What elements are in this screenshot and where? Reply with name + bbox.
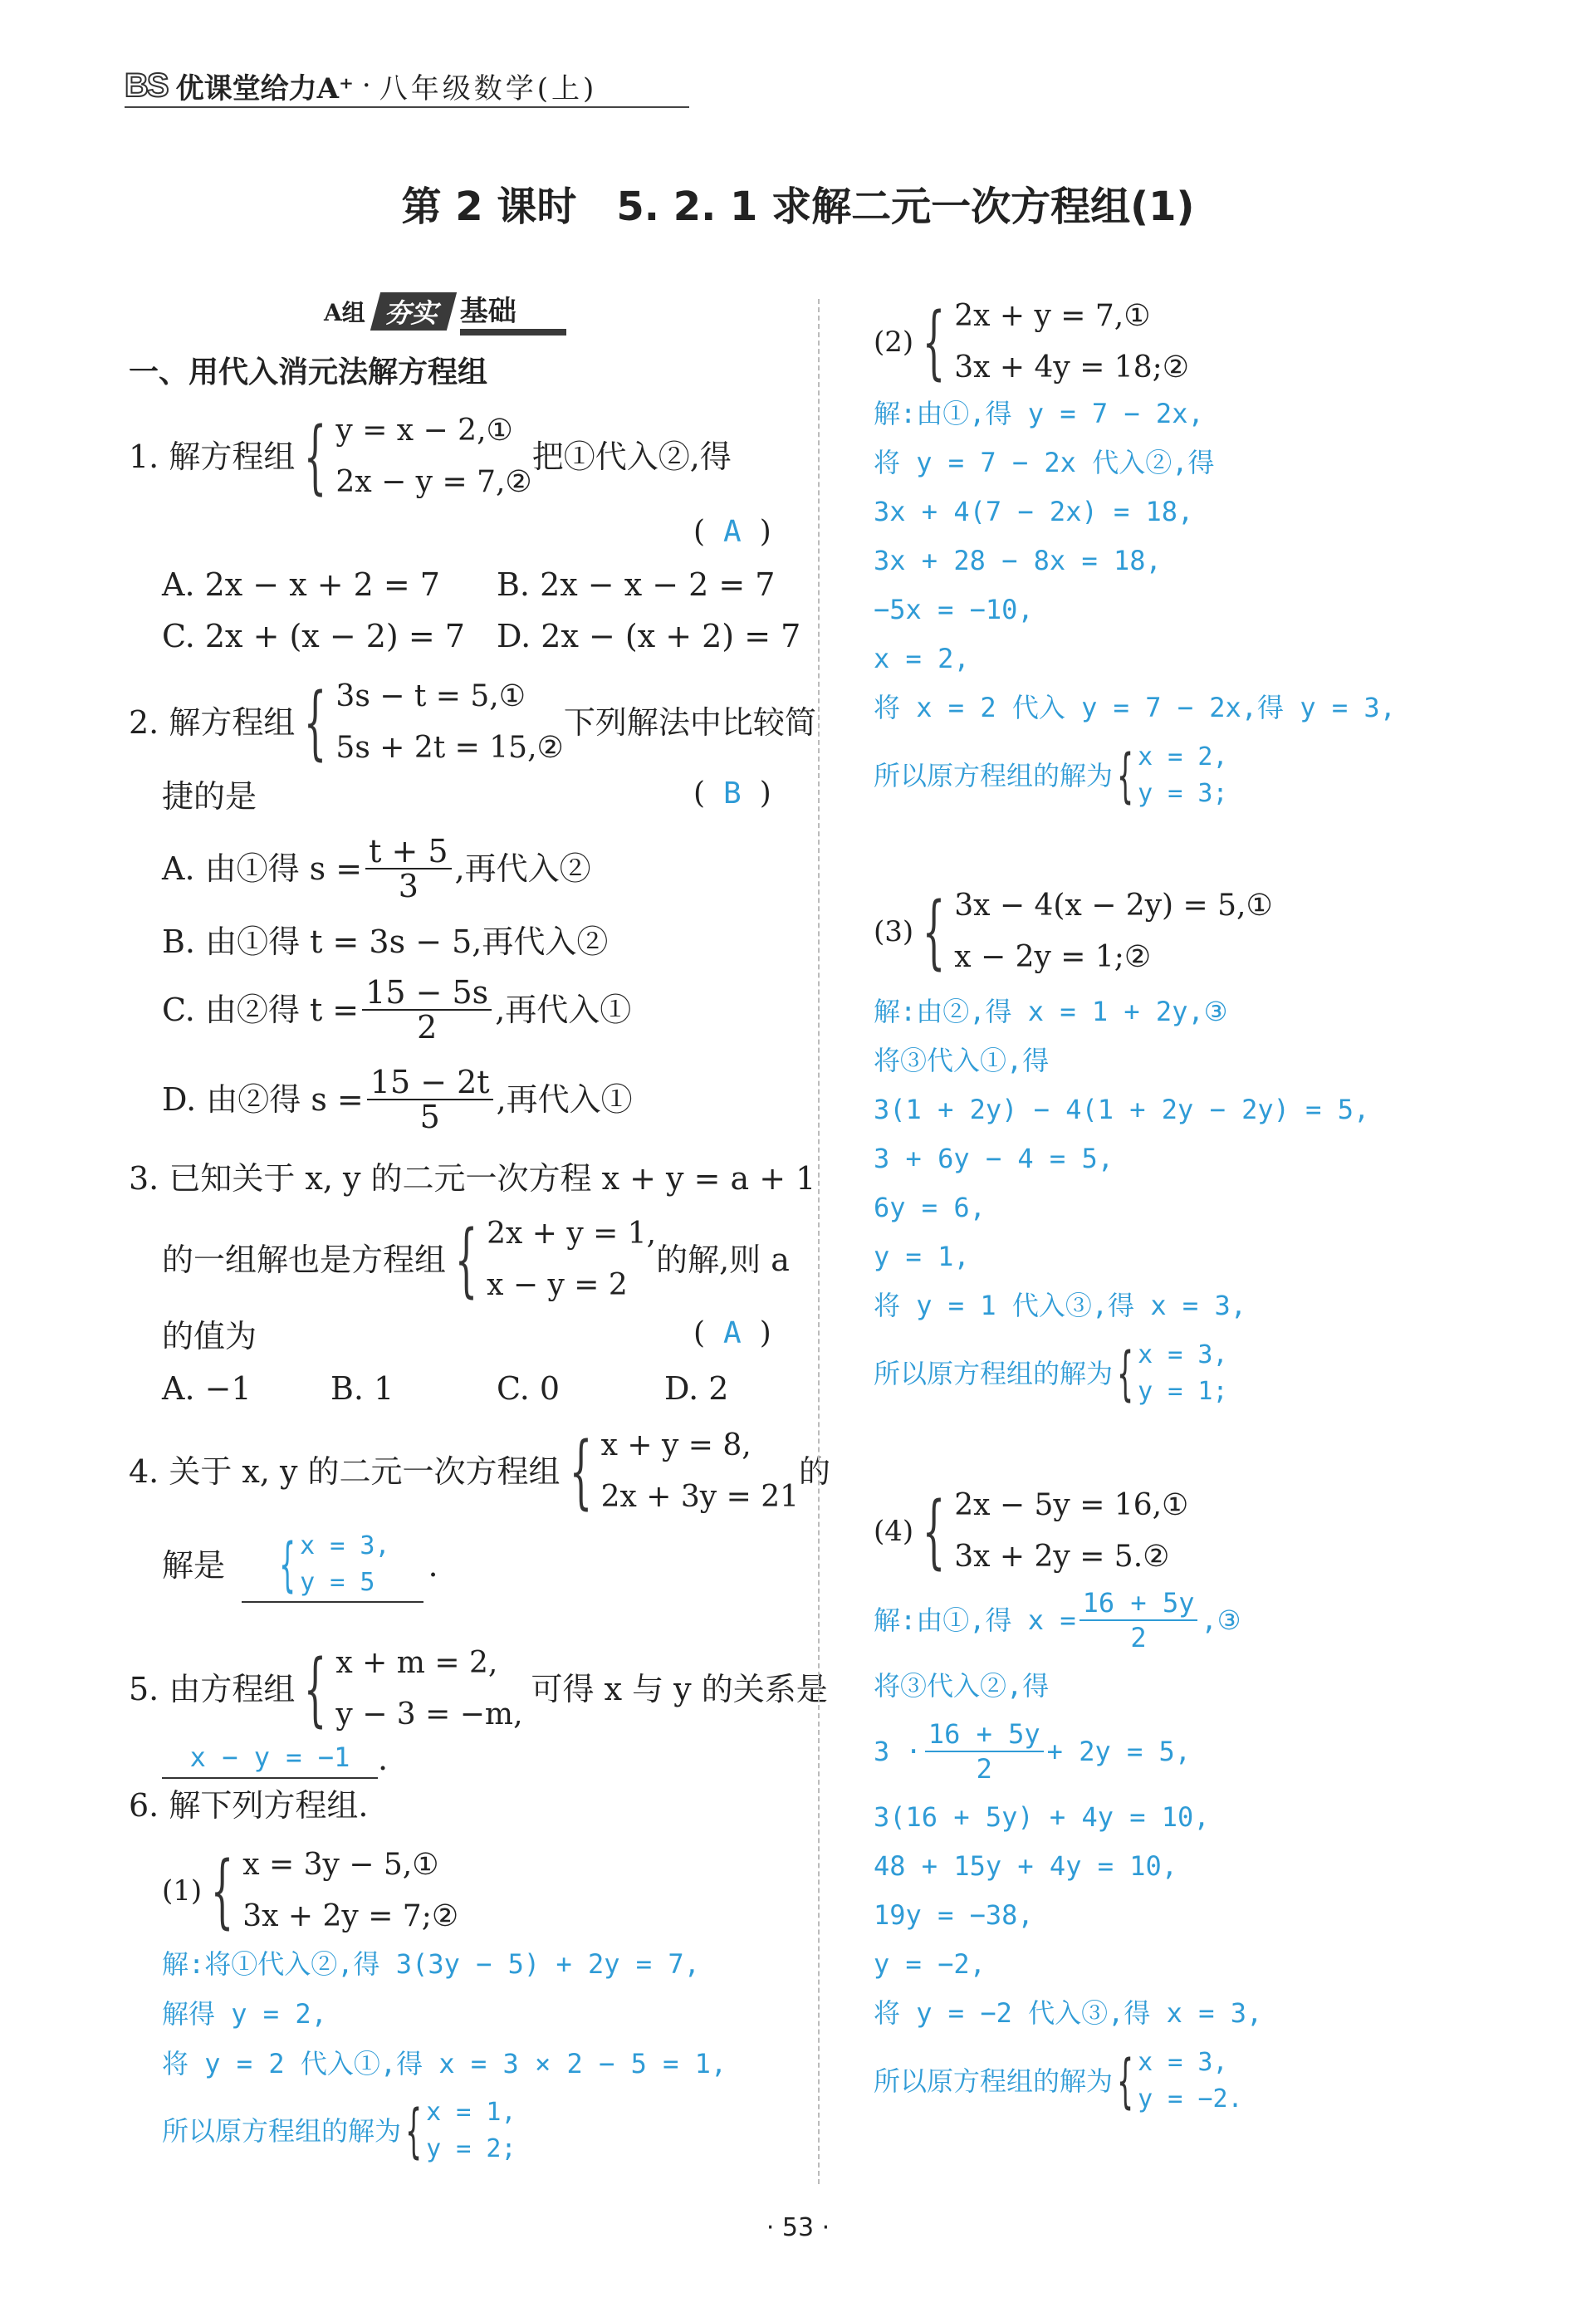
q6-p3-conclusion: 所以原方程组的解为 { x = 3, y = 1;	[874, 1340, 1228, 1408]
q6-p3-sol-1: 解:由②,得 x = 1 + 2y,③	[874, 996, 1228, 1027]
badge-tag: 夯实	[370, 292, 457, 331]
q3-option-a: A. −1	[162, 1370, 252, 1407]
q3-option-d: D. 2	[664, 1370, 729, 1407]
q6-p3-sol-4: 3 + 6y − 4 = 5,	[874, 1143, 1114, 1174]
question-5: 5. 由方程组 { x + m = 2, y − 3 = −m, 可得 x 与 y 的关系是	[129, 1643, 828, 1736]
q6-p4-sol-3: 3 · $\frac{16 + 5y}{2}$ + 2y = 5,	[874, 1718, 1192, 1785]
q2-stem-line2: 捷的是	[162, 778, 257, 815]
q6-p2-sol-6: x = 2,	[874, 643, 970, 674]
q3-line1: 3. 已知关于 x, y 的二元一次方程 x + y = a + 1	[129, 1160, 816, 1197]
question-2: 2. 解方程组 { 3s − t = 5,① 5s + 2t = 15,② 下列解法中比较简	[129, 671, 816, 774]
q2-answer: B	[723, 776, 742, 811]
header-rule	[125, 106, 689, 108]
q4-line2: 解是 { x = 3, y = 5 .	[162, 1528, 438, 1603]
badge-text: 基础	[460, 288, 566, 336]
q5-answer: x − y = −1	[189, 1741, 350, 1773]
q6-p2-sol-1: 解:由①,得 y = 7 − 2x,	[874, 398, 1204, 429]
q6-p2-sol-4: 3x + 28 − 8x = 18,	[874, 545, 1162, 576]
page-header	[125, 65, 597, 106]
q2-eq2: 5s + 2t = 15,②	[335, 731, 564, 765]
q1-stem: 1. 解方程组	[129, 438, 296, 475]
q3-option-c: C. 0	[497, 1370, 561, 1407]
q1-option-a: A. 2x − x + 2 = 7	[162, 566, 440, 603]
q2-option-b: B. 由①得 t = 3s − 5,再代入②	[162, 923, 609, 960]
q6-p2-sol-2: 将 y = 7 − 2x 代入②,得	[874, 447, 1215, 478]
q6-p4-sol-2: 将③代入②,得	[874, 1670, 1050, 1702]
q6-p4-sol-5: 48 + 15y + 4y = 10,	[874, 1850, 1178, 1882]
page-number: · 53 ·	[766, 2213, 830, 2242]
q6-p4-sol-7: y = −2,	[874, 1948, 986, 1980]
header-subject: 八年级数学(上)	[379, 71, 598, 105]
q1-answer-paren: ( A )	[693, 515, 771, 549]
q6-p4-sol-1: 解:由①,得 x = $\frac{16 + 5y}{2}$ ,③	[874, 1587, 1241, 1653]
q3-option-b: B. 1	[330, 1370, 394, 1407]
q6-part3: (3) { 3x − 4(x − 2y) = 5,① x − 2y = 1;②	[874, 885, 1273, 978]
section-heading: 一、用代入消元法解方程组	[129, 355, 488, 389]
q3-answer: A	[723, 1316, 742, 1350]
q6-p1-sol-3: 将 y = 2 代入①,得 x = 3 × 2 − 5 = 1,	[162, 2048, 727, 2079]
q1-option-b: B. 2x − x − 2 = 7	[497, 566, 776, 603]
q2-stem-post: 下列解法中比较简	[563, 704, 816, 741]
q1-eq2: 2x − y = 7,②	[335, 465, 532, 499]
q6-p4-sol-4: 3(16 + 5y) + 4y = 10,	[874, 1801, 1210, 1833]
q6-part4: (4) { 2x − 5y = 16,① 3x + 2y = 5.②	[874, 1485, 1189, 1578]
q1-option-c: C. 2x + (x − 2) = 7	[162, 618, 465, 654]
q2-answer-paren: ( B )	[693, 776, 771, 811]
q6-p4-sol-8: 将 y = −2 代入③,得 x = 3,	[874, 1997, 1263, 2029]
q1-answer: A	[723, 515, 742, 549]
q6-p1-conclusion: 所以原方程组的解为 { x = 1, y = 2;	[162, 2097, 516, 2165]
q3-line2: 的一组解也是方程组 { 2x + y = 1, x − y = 2 的解,则 a	[162, 1213, 790, 1306]
q4-answer-y: y = 5	[300, 1568, 375, 1597]
q6-p4-conclusion: 所以原方程组的解为 { x = 3, y = −2.	[874, 2047, 1243, 2115]
q6-part2: (2) { 2x + y = 7,① 3x + 4y = 18;②	[874, 296, 1190, 389]
brand-name: 优课堂给力A⁺	[175, 71, 354, 105]
column-divider	[818, 299, 820, 2184]
q6-p2-sol-3: 3x + 4(7 − 2x) = 18,	[874, 496, 1194, 527]
header-dot: ·	[361, 69, 371, 102]
q6-p2-conclusion: 所以原方程组的解为 { x = 2, y = 3;	[874, 742, 1228, 810]
q6-part1: (1) { x = 3y − 5,① 3x + 2y = 7;②	[162, 1844, 459, 1937]
q3-line3: 的值为	[162, 1318, 257, 1354]
q4-answer-x: x = 3,	[300, 1531, 390, 1560]
q6-p3-sol-6: y = 1,	[874, 1241, 970, 1272]
q1-eq1: y = x − 2,①	[335, 414, 513, 448]
q6-stem: 6. 解下列方程组.	[129, 1787, 369, 1824]
q2-option-c: C. 由②得 t = $\frac{15 - 5s}{2}$ ,再代入①	[162, 974, 632, 1046]
question-4: 4. 关于 x, y 的二元一次方程组 { x + y = 8, 2x + 3y = 21 的	[129, 1425, 831, 1518]
q6-p4-sol-6: 19y = −38,	[874, 1899, 1034, 1931]
q6-p1-sol-2: 解得 y = 2,	[162, 1998, 327, 2030]
question-1: 1. 解方程组 { y = x − 2,① 2x − y = 7,② 把①代入②,得	[129, 405, 732, 508]
q3-answer-paren: ( A )	[693, 1316, 771, 1350]
q5-answer-line: x − y = −1 .	[162, 1736, 388, 1779]
q2-option-a: A. 由①得 s = $\frac{t + 5}{3}$ ,再代入②	[162, 833, 591, 904]
q1-option-d: D. 2x − (x + 2) = 7	[497, 618, 801, 654]
q6-p3-sol-5: 6y = 6,	[874, 1192, 986, 1223]
page-title: 第 2 课时 5. 2. 1 求解二元一次方程组(1)	[401, 184, 1195, 230]
badge-group: A组	[324, 299, 365, 326]
q6-p2-sol-5: −5x = −10,	[874, 594, 1034, 625]
q6-p2-sol-7: 将 x = 2 代入 y = 7 − 2x,得 y = 3,	[874, 692, 1396, 723]
q6-p3-sol-7: 将 y = 1 代入③,得 x = 3,	[874, 1290, 1246, 1321]
q2-eq1: 3s − t = 5,①	[335, 679, 526, 713]
q1-stem-post: 把①代入②,得	[531, 438, 732, 475]
q6-p1-sol-1: 解:将①代入②,得 3(3y − 5) + 2y = 7,	[162, 1948, 700, 1980]
section-badge	[324, 292, 566, 331]
q6-p3-sol-3: 3(1 + 2y) − 4(1 + 2y − 2y) = 5,	[874, 1094, 1370, 1125]
q2-option-d: D. 由②得 s = $\frac{15 - 2t}{5}$ ,再代入①	[162, 1064, 633, 1135]
bs-logo: BS	[125, 66, 168, 104]
q2-stem: 2. 解方程组	[129, 704, 296, 741]
q6-p3-sol-2: 将③代入①,得	[874, 1045, 1050, 1076]
